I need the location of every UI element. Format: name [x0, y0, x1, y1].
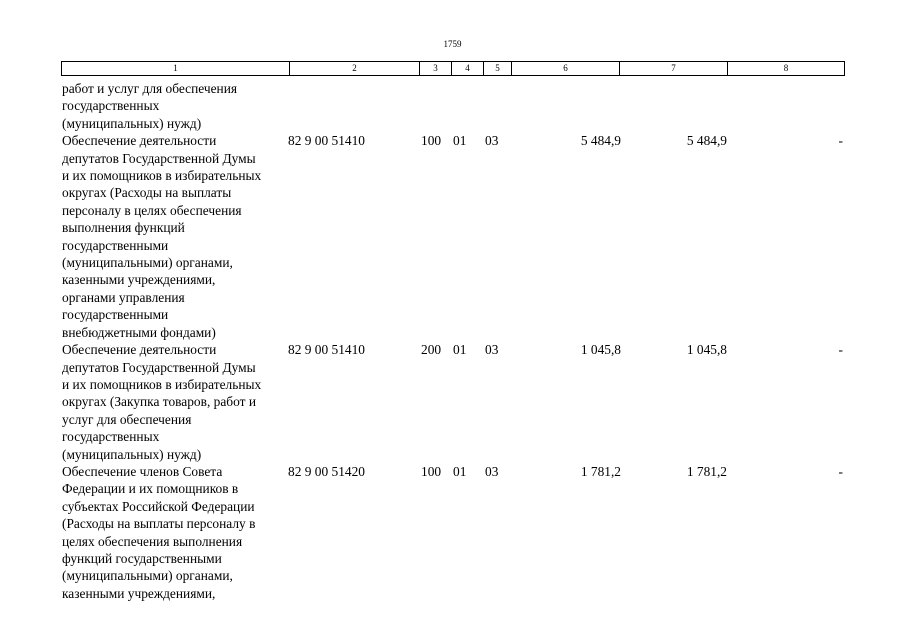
description-line: целях обеспечения выполнения	[62, 533, 243, 549]
row-expense-type: 100	[421, 133, 442, 149]
description-line: (муниципальными) органами,	[62, 255, 233, 271]
description-line: государственными	[62, 307, 169, 323]
row-amount-3: -	[838, 342, 843, 358]
description-line: государственных	[62, 429, 160, 445]
description-line: государственными	[62, 237, 169, 253]
description-line: депутатов Государственной Думы	[62, 359, 256, 375]
row-subsection: 03	[485, 463, 499, 479]
description-line: казенными учреждениями,	[62, 272, 216, 288]
budget-table-body	[61, 80, 845, 602]
description-line: и их помощников в избирательных	[62, 376, 262, 392]
description-line: выполнения функций	[62, 220, 185, 236]
header-col-7: 7	[620, 62, 728, 76]
header-col-5: 5	[484, 62, 512, 76]
description-line: органами управления	[62, 289, 185, 305]
header-col-8: 8	[728, 62, 845, 76]
table-row	[61, 463, 845, 602]
row-amount-3: -	[838, 463, 843, 479]
row-section: 01	[453, 133, 467, 149]
table-row	[61, 341, 845, 463]
table-row	[61, 132, 845, 341]
header-col-3: 3	[420, 62, 452, 76]
row-description	[61, 132, 290, 341]
description-line: субъектах Российской Федерации	[62, 498, 255, 514]
column-number-header	[61, 61, 845, 76]
row-subsection: 03	[485, 342, 499, 358]
description-line: (муниципальных) нужд)	[62, 115, 202, 131]
description-line: Федерации и их помощников в	[62, 481, 239, 497]
header-col-2: 2	[290, 62, 420, 76]
row-amount-1: 1 045,8	[580, 342, 621, 358]
row-description	[61, 80, 290, 132]
description-line: Обеспечение деятельности	[62, 342, 217, 358]
description-line: услуг для обеспечения	[62, 411, 192, 427]
row-section: 01	[453, 463, 467, 479]
description-line: работ и услуг для обеспечения	[62, 81, 238, 96]
table-row	[61, 80, 845, 132]
row-expense-type: 100	[421, 463, 442, 479]
description-line: внебюджетными фондами)	[62, 324, 216, 340]
row-description	[61, 341, 290, 463]
row-amount-3: -	[838, 133, 843, 149]
row-code: 82 9 00 51410	[288, 342, 365, 358]
row-amount-1: 1 781,2	[580, 463, 621, 479]
row-subsection: 03	[485, 133, 499, 149]
row-amount-1: 5 484,9	[580, 133, 621, 149]
row-section: 01	[453, 342, 467, 358]
header-col-1: 1	[62, 62, 290, 76]
row-amount-2: 5 484,9	[686, 133, 727, 149]
row-expense-type: 200	[421, 342, 442, 358]
description-line: казенными учреждениями,	[62, 585, 216, 601]
description-line: государственных	[62, 98, 160, 114]
row-amount-2: 1 781,2	[686, 463, 727, 479]
row-description	[61, 463, 290, 602]
description-line: округах (Закупка товаров, работ и	[62, 394, 256, 410]
description-line: Обеспечение деятельности	[62, 133, 217, 149]
row-code: 82 9 00 51410	[288, 133, 365, 149]
description-line: депутатов Государственной Думы	[62, 150, 256, 166]
header-col-4: 4	[452, 62, 484, 76]
description-line: персоналу в целях обеспечения	[62, 202, 242, 218]
header-col-6: 6	[512, 62, 620, 76]
description-line: функций государственными	[62, 550, 222, 566]
description-line: и их помощников в избирательных	[62, 168, 262, 184]
description-line: (муниципальными) органами,	[62, 568, 233, 584]
description-line: Обеспечение членов Совета	[62, 463, 223, 479]
row-code: 82 9 00 51420	[288, 463, 365, 479]
description-line: (муниципальных) нужд)	[62, 446, 202, 462]
row-amount-2: 1 045,8	[686, 342, 727, 358]
page-number: 1759	[443, 39, 462, 49]
description-line: (Расходы на выплаты персоналу в	[62, 516, 256, 532]
description-line: округах (Расходы на выплаты	[62, 185, 232, 201]
